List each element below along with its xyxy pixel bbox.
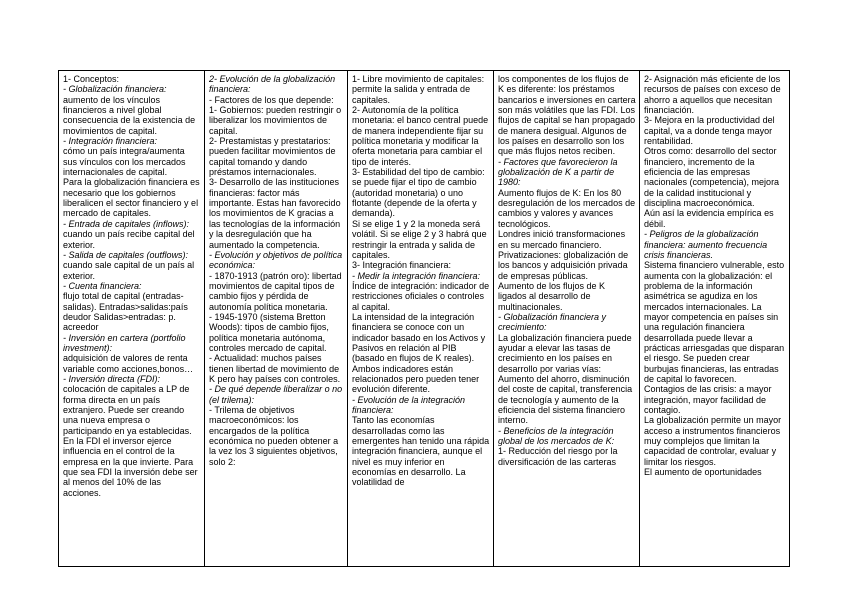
text-block: - Entrada de capitales (inflows): — [63, 218, 190, 229]
text-block: 3- Estabilidad del tipo de cambio: se puede fijar el tipo de cambio (autoridad monetaria) o uno flotante (depende de la oferta y demanda). — [352, 167, 485, 219]
text-block: colocación de capitales a LP de forma directa en un país extranjero. Puede ser creando una nueva empresa o participando en ya establecidas. En la FDI el inversor ejerce influencia en el control de la empresa en la que invierte. Para que sea FDI la inversión debe ser al menos del 10% de las acciones. — [63, 384, 198, 498]
text-block: 3- Mejora en la productividad del capital, va a donde tenga mayor rentabilidad. — [644, 115, 775, 147]
text-block: - Beneficios de la integración global de los mercados de K: — [498, 425, 615, 447]
text-block: 1- Conceptos: — [63, 74, 120, 84]
text-block: Londres inició transformaciones en su mercado financiero. — [498, 229, 626, 250]
text-block: Si se elige 1 y 2 la moneda será volátil. Si se elige 2 y 3 habrá que restringir la entrada y salida de capitales. — [352, 218, 487, 260]
text-block: - Evolución y objetivos de política económica: — [209, 249, 343, 271]
notes-table — [58, 70, 790, 567]
text-block: los componentes de los flujos de K es diferente: los préstamos bancarios e inversiones en cartera son más volátiles que las FDI. Los flujos de capital se han propagado de manera desigual. Algunos de los países en desarrollo son los que más flujos netos reciben. — [498, 74, 636, 157]
text-block: - 1870-1913 (patrón oro): libertad movimientos de capital tipos de cambio fijos y pérdida de autonomía política monetaria. — [209, 270, 342, 312]
text-block: Aumento de los flujos de K ligados al desarrollo de multinacionales. — [498, 280, 606, 312]
column-2 — [205, 71, 348, 566]
text-block: Para la globalización financiera es necesario que los gobiernos liberalicen el sector financiero y el mercado de capitales. — [63, 177, 200, 219]
text-block: Sistema financiero vulnerable, esto aumenta con la globalización: el problema de la información asimétrica se agudiza en los mercados internacionales. La mayor competencia en países sin una regulación financiera desarrollada puede llevar a prácticas arriesgadas que disparan el riesgo. Se pueden crear burbujas financieras, las entradas de capital lo favorecen. — [644, 260, 785, 384]
text-block: cómo un país integra/aumenta sus vínculos con los mercados internacionales de capital. — [63, 146, 186, 178]
text-block: 2- Prestamistas y prestatarios: pueden facilitar movimientos de capital tomando y dando préstamos internacionales. — [209, 136, 336, 178]
text-block: - Factores de los que depende: — [209, 94, 334, 105]
text-block: 2- Evolución de la globalización financiera: — [209, 74, 336, 95]
text-block: - Cuenta financiera: — [63, 280, 142, 291]
text-block: cuando sale capital de un país al exterior. — [63, 260, 195, 281]
text-block: 1- Libre movimiento de capitales: permite la salida y entrada de capitales. — [352, 74, 485, 105]
text-block: - Globalización financiera y crecimiento: — [498, 311, 607, 333]
text-block: Otros como: desarrollo del sector financiero, incremento de la eficiencia de las empresas nacionales (competencia), mejora de la calidad institucional y disciplina macroeconómica. — [644, 146, 780, 209]
text-block: - Inversión en cartera (portfolio investment): — [63, 332, 186, 353]
column-1 — [59, 71, 205, 566]
text-block: - Medir la integración financiera: — [352, 270, 481, 281]
text-block: 3- Integración financiera: — [352, 260, 452, 271]
text-block: Contagios de las crisis: a mayor integración, mayor facilidad de contagio. — [644, 384, 772, 415]
text-block: - Salida de capitales (outflows): — [63, 249, 189, 260]
text-block: - Globalización financiera: — [63, 84, 167, 95]
text-block: - Trilema de objetivos macroeconómicos: los encargados de la política económica no pueden obtener a la vez los 3 siguientes objetivos, solo 2: — [209, 405, 339, 467]
text-block: adquisición de valores de renta variable como acciones,bonos… — [63, 353, 194, 374]
text-block: Tanto las economías desarrolladas como las emergentes han tenido una rápida integración financiera, aunque el nivel es muy inferior en economías en desarrollo. La volatilidad de — [352, 415, 490, 488]
text-block: Privatizaciones: globalización de los bancos y adquisición privada de empresas públicas. — [498, 249, 629, 281]
text-block: flujo total de capital (entradas-salidas). Entradas>salidas:país deudor Salidas>entradas: p. acreedor — [63, 291, 188, 333]
text-block: - Inversión directa (FDI): — [63, 373, 161, 384]
text-block: La intensidad de la integración financiera se conoce con un indicador basado en los Activos y Pasivos en relación al PIB (basado en flujos de K reales). Ambos indicadores están relacionados pero pueden tener evolución diferente. — [352, 311, 486, 395]
text-block: 3- Desarrollo de las instituciones financieras: factor más importante. Estas han favorecido los movimientos de K gracias a las tecnologías de la información y la desregulación que ha aumentado la competencia. — [209, 177, 341, 250]
text-block: - Evolución de la integración financiera: — [352, 394, 466, 415]
column-3 — [348, 71, 494, 566]
text-block: - Factores que favorecieron la globalización de K a partir de 1980: — [498, 156, 618, 188]
text-block: - Integración financiera: — [63, 136, 158, 147]
text-block: aumento de los vínculos financieros a nivel global consecuencia de la existencia de movimientos de capital. — [63, 94, 196, 136]
text-block: - De qué depende liberalizar o no (el trilema): — [209, 384, 343, 405]
text-block: 1- Gobiernos: pueden restringir o liberalizar los movimientos de capital. — [209, 105, 342, 136]
text-block: Aumento flujos de K: En los 80 desregulación de los mercados de cambios y valores y avances tecnológicos. — [498, 187, 636, 229]
text-block: 2- Autonomía de la política monetaria: el banco central puede de manera independiente fijar su política monetaria y modificar la oferta monetaria para cambiar el tipo de interés. — [352, 105, 489, 167]
text-block: Índice de integración: indicador de restricciones oficiales o controles al capital. — [352, 280, 490, 312]
text-block: 2- Asignación más eficiente de los recursos de países con exceso de ahorro a aquellos que necesitan financiación. — [644, 74, 781, 116]
text-block: - Actualidad: muchos países tienen libertad de movimiento de K pero hay países con controles. — [209, 353, 341, 384]
column-4 — [494, 71, 640, 566]
text-block: 1- Reducción del riesgo por la diversificación de las carteras — [498, 446, 618, 467]
text-block: La globalización permite un mayor acceso a instrumentos financieros muy complejos que limitan la capacidad de controlar, evaluar y limitar los riesgos. — [644, 415, 782, 467]
text-block: El aumento de oportunidades — [644, 467, 762, 478]
text-block: La globalización financiera puede ayudar a elevar las tasas de crecimiento en los países en desarrollo por varias vías: Aumento del ahorro, disminución del coste de capital, transferencia de tecnología y aumento de la eficiencia del sistema financiero interno. — [498, 332, 633, 426]
text-block: - Peligros de la globalización financiera: aumento frecuencia crisis financieras. — [644, 229, 768, 260]
text-block: Aún así la evidencia empírica es débil. — [644, 208, 774, 229]
column-5 — [640, 71, 789, 566]
text-block: cuando un país recibe capital del exterior. — [63, 229, 195, 250]
text-block: - 1945-1970 (sistema Bretton Woods): tipos de cambio fijos, política monetaria autónoma, controles mercado de capital. — [209, 311, 329, 353]
